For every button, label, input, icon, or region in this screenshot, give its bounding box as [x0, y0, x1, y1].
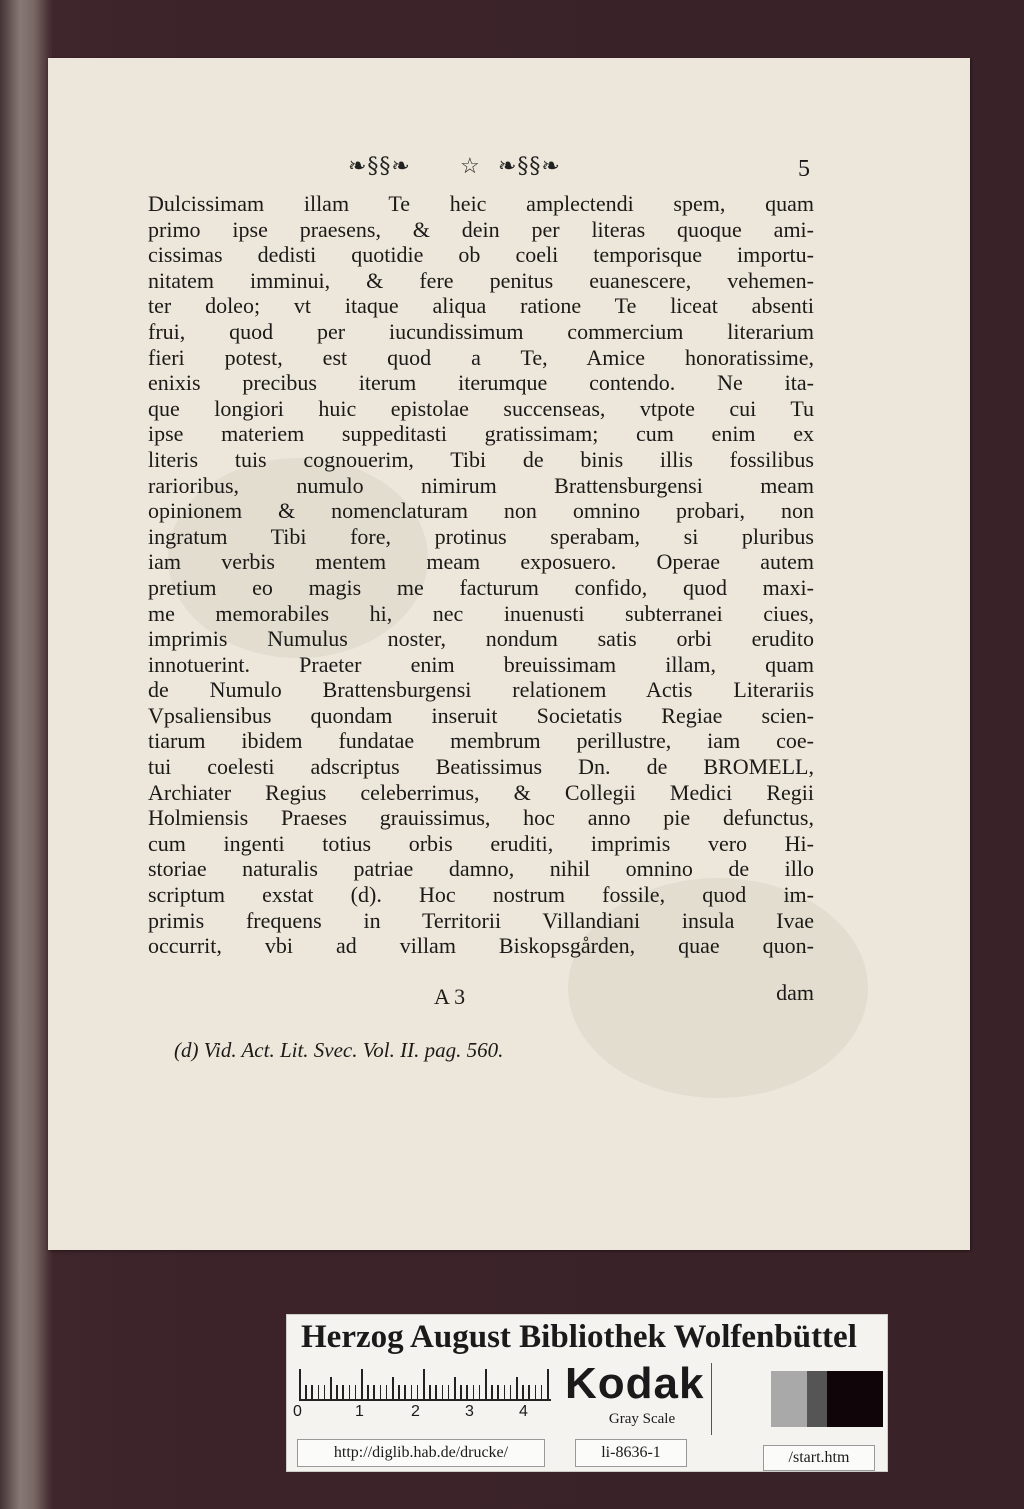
text-line: frui, quod per iucundissimum commercium literarium: [148, 318, 814, 344]
catchword: dam: [776, 980, 814, 1005]
book-page: [48, 58, 970, 1250]
text-line: literis tuis cognouerim, Tibi de binis illis fossilibus: [148, 446, 814, 472]
card-divider: [711, 1363, 712, 1435]
ruler-tick: [448, 1385, 450, 1399]
ruler-tick: [535, 1385, 537, 1399]
kodak-logo: Kodak: [565, 1359, 705, 1408]
text-line: pretium eo magis me facturum confido, quod maxi-: [148, 574, 814, 600]
ruler-tick: [473, 1385, 475, 1399]
text-line: occurrit, vbi ad villam Biskopsgården, quae quon-: [148, 933, 814, 959]
page-header: [348, 154, 828, 184]
ruler-tick: [479, 1385, 481, 1399]
library-color-card: [286, 1314, 888, 1472]
ruler-tick: [380, 1385, 382, 1399]
library-title: Herzog August Bibliothek Wolfenbüttel: [301, 1319, 857, 1355]
ruler-label: 3: [465, 1403, 474, 1420]
ruler-tick: [429, 1385, 431, 1399]
text-line: Archiater Regius celeberrimus, & Collegii Medici Regii: [148, 779, 814, 805]
ruler-tick: [528, 1385, 530, 1399]
ruler-tick: [423, 1369, 425, 1399]
gray-swatch-dark: [827, 1371, 883, 1427]
ruler-label: 4: [519, 1403, 528, 1420]
ruler-tick: [398, 1385, 400, 1399]
ruler-labels: [293, 1403, 553, 1423]
text-line: me memorabiles hi, nec inuenusti subterranei ciues,: [148, 600, 814, 626]
header-ornament-left: ❧§§❧: [348, 154, 411, 179]
ruler-tick: [411, 1385, 413, 1399]
text-line: Vpsaliensibus quondam inseruit Societatis Regiae scien-: [148, 702, 814, 728]
text-line: rarioribus, numulo nimirum Brattensburgensi meam: [148, 472, 814, 498]
text-line: cum ingenti totius orbis eruditi, imprimis vero Hi-: [148, 830, 814, 856]
ruler-tick: [466, 1385, 468, 1399]
ruler-tick: [504, 1385, 506, 1399]
text-line: tiarum ibidem fundatae membrum perillustre, iam coe-: [148, 728, 814, 754]
main-text-block: [148, 191, 814, 959]
ruler-tick: [541, 1385, 543, 1399]
ruler-tick: [299, 1369, 301, 1399]
ruler-tick: [491, 1385, 493, 1399]
gray-scale-swatches: [771, 1371, 883, 1427]
ruler-tick: [510, 1385, 512, 1399]
text-line: tui coelesti adscriptus Beatissimus Dn. de BROMELL,: [148, 754, 814, 780]
ruler-tick: [330, 1377, 332, 1399]
adjacent-page-edge: [0, 0, 52, 1509]
start-label: /start.htm: [763, 1445, 875, 1471]
ruler-tick: [305, 1385, 307, 1399]
text-line: ipse materiem suppeditasti gratissimam; cum enim ex: [148, 421, 814, 447]
page-number: 5: [798, 156, 810, 182]
footnote: (d) Vid. Act. Lit. Svec. Vol. II. pag. 560.: [174, 1038, 504, 1062]
ruler-tick: [454, 1377, 456, 1399]
ruler-tick: [435, 1385, 437, 1399]
identifier-label: li-8636-1: [575, 1439, 687, 1467]
text-line: scriptum exstat (d). Hoc nostrum fossile, quod im-: [148, 882, 814, 908]
gray-scale-label: Gray Scale: [608, 1411, 676, 1427]
text-line: cissimas dedisti quotidie ob coeli temporisque importu-: [148, 242, 814, 268]
ruler-tick: [442, 1385, 444, 1399]
ruler-tick: [367, 1385, 369, 1399]
header-ornament-right: ❧§§❧: [498, 154, 561, 179]
ruler-tick: [342, 1385, 344, 1399]
text-line: ter doleo; vt itaque aliqua ratione Te liceat absenti: [148, 293, 814, 319]
ruler-label: 2: [411, 1403, 420, 1420]
text-line: enixis precibus iterum iterumque contendo. Ne ita-: [148, 370, 814, 396]
text-line: primis frequens in Territorii Villandiani insula Ivae: [148, 907, 814, 933]
ruler-tick: [497, 1385, 499, 1399]
ruler-tick: [516, 1377, 518, 1399]
text-line: nitatem imminui, & fere penitus euanescere, vehemen-: [148, 267, 814, 293]
text-line: Dulcissimam illam Te heic amplectendi spem, quam: [148, 191, 814, 216]
page-footer-line: [148, 980, 814, 1009]
ruler-tick: [355, 1385, 357, 1399]
scale-ruler: [299, 1365, 551, 1401]
ruler-tick: [417, 1385, 419, 1399]
ruler-label: 1: [355, 1403, 364, 1420]
text-line: opinionem & nomenclaturam non omnino probari, non: [148, 498, 814, 524]
text-line: primo ipse praesens, & dein per literas quoque ami-: [148, 216, 814, 242]
ruler-tick: [460, 1385, 462, 1399]
ruler-tick: [485, 1369, 487, 1399]
text-line: Holmiensis Praeses grauissimus, hoc anno pie defunctus,: [148, 805, 814, 831]
ruler-tick: [324, 1385, 326, 1399]
text-line: iam verbis mentem meam exposuero. Operae autem: [148, 549, 814, 575]
ruler-label: 0: [293, 1403, 302, 1420]
gray-swatch-mid: [807, 1371, 827, 1427]
header-star-icon: ☆: [460, 154, 481, 179]
text-line: ingratum Tibi fore, protinus sperabam, si pluribus: [148, 523, 814, 549]
ruler-tick: [349, 1385, 351, 1399]
ruler-tick: [361, 1369, 363, 1399]
ruler-tick: [547, 1369, 549, 1399]
signature-mark: A 3: [434, 984, 466, 1009]
ruler-tick: [522, 1385, 524, 1399]
text-line: fieri potest, est quod a Te, Amice honoratissime,: [148, 344, 814, 370]
ruler-tick: [318, 1385, 320, 1399]
text-line: de Numulo Brattensburgensi relationem Actis Literariis: [148, 677, 814, 703]
text-line: innotuerint. Praeter enim breuissimam illam, quam: [148, 651, 814, 677]
ruler-tick: [373, 1385, 375, 1399]
ruler-tick: [386, 1385, 388, 1399]
text-line: que longiori huic epistolae succenseas, vtpote cui Tu: [148, 395, 814, 421]
text-line: storiae naturalis patriae damno, nihil omnino de illo: [148, 856, 814, 882]
url-label: http://diglib.hab.de/drucke/: [297, 1439, 545, 1467]
gray-swatch-light: [771, 1371, 807, 1427]
ruler-tick: [336, 1385, 338, 1399]
text-line: imprimis Numulus noster, nondum satis orbi erudito: [148, 626, 814, 652]
ruler-tick: [392, 1377, 394, 1399]
ruler-tick: [404, 1385, 406, 1399]
ruler-tick: [311, 1385, 313, 1399]
